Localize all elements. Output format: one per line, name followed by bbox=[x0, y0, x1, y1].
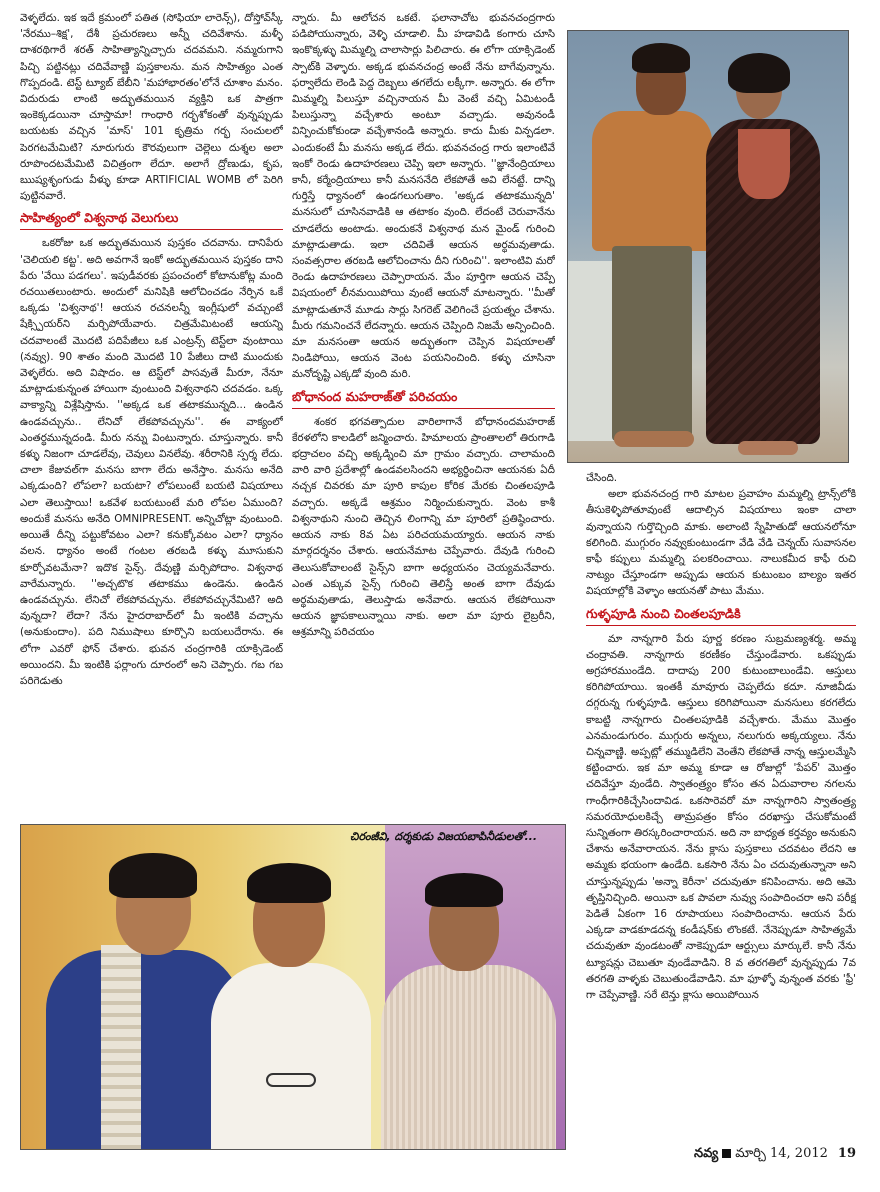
person-2-body bbox=[211, 963, 371, 1150]
magazine-name: నవ్య bbox=[694, 1146, 719, 1161]
spectacles-icon bbox=[266, 1073, 316, 1087]
couple-photo bbox=[567, 30, 849, 463]
article-paragraph: చేసింది. bbox=[586, 472, 618, 484]
woman-feet bbox=[738, 441, 798, 455]
article-paragraph: న్నారు. మీ ఆలోచన ఒకటే. ఫలానాచోట భువనచంద్రగారు పడిపోయున్నారు, వెళ్ళి చూడాలి. మీ హడావిడి కంగారు చూసి ఇంకొక్కళ్ళు మిమ్మల్ని చాలాసార్లు పిలిచారు. ఈ లోగా యాక్సిడెంట్ స్పాట్‌కి వెళ్ళారు. అక్కడ భువనచంద్ర అంటే నేను బాగేవున్నాను. ఫర్వాలేదు లెండి పెద్ద దెబ్బలు తగలేదు లక్కీగా. అన్నారు. ఈ లోగా మిమ్మల్ని పిలుస్తూ వచ్చినాయన మీ వెంటే వచ్చి ఏమిటండీ పిలుస్తున్నా వచ్చేశారు అంటూ వచ్చాడు. అవునండీ విన్పించుకోకుండా వచ్చేశానండి అన్నారు. కాదు మీకు విన్పడలా. ఎందుకంటే మీ మనసు అక్కడ లేదు. భువనచంద్ర గారు ఇలాంటివే ఇంకో రెండు ఉదాహరణలు చెప్పి ఇలా అన్నారు. ''జ్ఞానేంద్రియాలు కానీ, కర్మేంద్రియాలు కానీ మనసనేది లేకపోతే అవి లేనట్టే. దాన్ని గుర్తిస్తే ధ్యానంలో ఉండగలుగుతాం. 'అక్కడ తటాకమున్నది' మనసులో చూసినవాడికి ఆ తటాకం వుంది. లేదంటే చెరువానేను చూడలేదు అంటాడు. అందుకనే విశ్వనాథ మన మైండ్ గురించి మాట్లాడుతాడు. ఇలా చదివితే ఆయన అర్థమవుతాడు. సంవత్సరాల తరబడి ఆలోచించాను దీని గురించి''. ఇలాంటివి మరో రెండు ఉదాహరణలు చెప్పారాయన. మేం పూర్తిగా ఆయన చెప్పే విషయంలో లీనమయిపోయి వుంటే ఆయనో మాటన్నారు. ''మీతో మాట్లాడుతూనే మూడు సార్లు సిగరెట్ వెలిగించే ప్రయత్నం చేశాను. మీరు గమనించనే లేదన్నారు. ఆయన చెప్పింది నిజమే అన్పించింది. మా మనసంతా ఆయన అద్భుతంగా చెప్పిన విషయాలతో నిండిపోయి, ఆయన వెంట పయనించింది. కళ్ళు చూసినా మనోదృష్టి ఎక్కడో వుంది మరి. bbox=[292, 12, 555, 381]
page-footer bbox=[586, 1143, 856, 1165]
person-2-hair bbox=[247, 863, 331, 903]
page-number: 19 bbox=[837, 1146, 856, 1161]
issue-date: మార్చి 14, 2012 bbox=[735, 1146, 828, 1161]
group-photo bbox=[20, 824, 566, 1150]
man-shirt bbox=[592, 111, 712, 251]
person-1-scarf bbox=[101, 945, 141, 1150]
article-column-2 bbox=[292, 10, 555, 822]
section-heading: గుళ్ళపూడి నుంచి చింతలపూడికి bbox=[586, 604, 856, 626]
woman-dress-yoke bbox=[738, 129, 790, 199]
article-paragraph: అలా భువనచంద్ర గారి మాటల ప్రవాహం మమ్మల్ని ట్రాన్స్‌లోకి తీసుకెళ్ళిపోతూవుంటే ఆదాల్సిన విషయాలు ఇంకా చాలా వున్నాయని గుర్తొచ్చింది మాకు. అలాంటి స్నేహితుడో ఆయనలోనూ కలిగింది. ముగ్గురం నవ్వుకుంటుండగా వేడి వేడి చెన్నయ్ సువాసనల కాఫీ కప్పులు మమ్మల్ని పలకరించాయి. నాలుకమీద కాఫీ రుచి నాట్యం చేస్తూండగా అప్పుడు ఆయన కుటుంబం బాల్యం ఇతర విషయాల్లోకి వెళ్ళాం ఆయనతో పాటు మేము. bbox=[586, 488, 856, 598]
man-feet bbox=[614, 431, 694, 447]
article-paragraph: శంకర భగవత్పాదుల వారిలాగానే బోధానందమహరాజ్ కేరళలోని కాలడిలో జన్మించారు. హిమాలయ ప్రాంతాలలో తిరుగాడి భద్రాచలం వచ్చి అక్కడ్నించి మా గ్రామం వచ్చారు. చాలామంది వారి వారి ప్రదేశాల్లో ఉండవలసిందని అభ్యర్థించినా ఆయనకు ఏదీ నచ్చక చివరకు మా పూరి కాపుల కోరిక మేరకు చింతలపూడి వచ్చారు. అక్కడే ఆశ్రమం నిర్మించుకున్నారు. వెంట కాశీ విశ్వనాథుని నుంచి తెచ్చిన లింగాన్ని మా పూరిలో ప్రతిష్ఠించారు. ఆయన నాకు 8వ ఏట పరిచయమయ్యారు. ఆయన నాకు మార్గదర్శనం చేశారు. ఆయనేమాట చెప్పేవారు. దేవుడి గురించి తెలుసుకోవాలంటే సైన్స్‌ని బాగా అధ్యయనం చెయ్యమనేవారు. ఎంత ఎక్కువ సైన్స్ గురించి తెలిస్తే అంత బాగా దేవుడు అర్థమవుతాడు, తెలుస్తాడు అనేవారు. ఆయన లేకపోయినా ఆయన జ్ఞాపకాలున్నాయి నాకు. అలా మా పూరు లైబ్రరీని, ఆశ్రమాన్ని పరిచయం bbox=[292, 415, 555, 639]
person-3-body bbox=[381, 965, 556, 1150]
section-heading: బోధానంద మహరాజ్‌తో పరిచయం bbox=[292, 387, 555, 409]
article-column-1 bbox=[20, 10, 283, 822]
article-paragraph: వెళ్ళలేదు. ఇక ఇదే క్రమంలో పతిత (సోఫియా లారెన్స్), దోస్తోవ్‌స్కీ 'నేరము–శిక్ష', దేశీ ప్రచురణలు అన్నీ చదివేశాను. మళ్ళీ దాశరథిగారే శరత్ సాహిత్యాన్నిచ్చారు చదవమని. నమ్మరుగాని పిచ్చి పట్టినట్లు చదివేవాణ్ణి పుస్తకాలను. మన సాహిత్యం ఎంత గొప్పదండి. టెస్ట్ ట్యూబ్ బేబీని 'మహాభారతం'లోనే చూశాం మనం. విదురుడు లాంటి అద్భుతమయిన వ్యక్తిని ఒక పాత్రగా ఇంకెక్కడయినా చూస్తామా! గాంధారి గర్భశోకంతో వున్నప్పుడు బయటకు వచ్చిన 'మాస్' 101 కృత్రిమ గర్భ సంచులలో పెరగటమేమిటి? నూరుగురు కౌరవులుగా చెల్లెలు దుశ్శల అలా రూపొందటమేమిటి విచిత్రంగా లేదూ. అలాగే ద్రోణుడు, కృప, ఋష్యశృంగుడు వీళ్ళు కూడా ARTIFICIAL WOMB లో పెరిగి పుట్టినవారే. bbox=[20, 12, 283, 203]
article-paragraph: ఒకరోజు ఒక అద్భుతమయిన పుస్తకం చదవాను. దానిపేరు 'చెలియలి కట్ట'. అది అవగానే ఇంకో అద్భుతమయిన పుస్తకం దాని పేరు 'వేయి పడగలు'. ఇపుడీవరకు ప్రపంచంలో కోటానుకోట్ల మంది రచయితలుంటారు. అందులో మనిషికి ఆలోచించడం నేర్పిన ఒకే ఒక్కడు 'విశ్వనాథ'! ఆయన రచనలన్నీ ఇంగ్లీషులో వచ్చుంటే షేక్స్పియర్‌ని మర్చిపోయేవారు. చిత్రమేమిటంటే ఆయన్ని చదవాలంటే మొదటి పదిపేజీలు ఒక ఎంట్రన్స్ టెస్ట్‌లా వుంటాయి (నవ్వు). 90 శాతం మంది మొదటి 10 పేజీలు దాటి ముందుకు వెళ్ళలేరు. అది విషాదం. ఆ టెస్ట్‌లో పాసవుతే మీరూ, నేనూ మాట్లాడుకున్నంత హాయిగా వుంటుంది విశ్వనాథని చదవడం. ఒక్క వాక్యాన్ని విశ్లేషిస్తాను. ''అక్కడ ఒక తటాకమున్నది... ఉండిన ఉండవచ్చును.. లేనిచో లేకపోవచ్చును''. ఈ వాక్యంలో ఎంతర్థమున్నదండి. మీరు నన్ను వింటున్నారు. చూస్తున్నారు. కానీ కళ్ళు నిజంగా చూడలేవు, చెవులు వినలేవు. శరీరానికి స్పర్శ లేదు. చాలా కేజువల్‌గా మనసు బాగా లేదు అనేస్తాం. మనసు అనేది ఎక్కడుంది? లోపలా? బయటా? లోపలుంటే బయటి విషయాలు ఎలా తెలుస్తాయి! ఒకవేళ బయటుంటే మరి లోపల ఏముంది? అందుకే మనసు అనేది OMNIPRESENT. అన్నిచోట్లా వుంటుంది. అయితే దీన్ని పట్టుకోవటం ఎలా? కనుక్కోవటం ఎలా? ధ్యానం వలన. ధ్యానం అంటే గంటల తరబడి కళ్ళు మూసుకుని కూర్చోవటమేనా? ఇదొక సైన్స్. దేవుణ్ణి మర్చిపోదాం. విశ్వనాథ వారేమన్నారు. ''అచ్చటొక తటాకము ఉండెను. ఉండిన ఉండవచ్చును. లేనిచో లేకపోవచ్చును. లేకపోవచ్చునేమిటి? అది వున్నదా? లేదా? నేను హైదరాబాద్‌లో మీ ఇంటికి వచ్చాను (అనుకుందాం). పది నిముషాలు కూర్చొని బయలుదేరాను. ఈ లోగా ఎవరో ఫోన్ చేశారు. భువన చంద్రగారికి యాక్సిడెంట్ అయిందని. మీ ఇంటికి ఫర్లాంగు దూరంలో అని చెప్పారు. గబ గబ పరిగెడుతు bbox=[20, 237, 283, 687]
article-column-3 bbox=[586, 470, 856, 1160]
photo-caption: చిరంజీవి, దర్శకుడు విజయబాపినీడులతో... bbox=[350, 830, 537, 843]
person-1-hair bbox=[109, 853, 197, 898]
man-hair bbox=[632, 43, 690, 73]
square-bullet-icon bbox=[722, 1149, 731, 1158]
person-3-hair bbox=[425, 873, 503, 907]
article-paragraph: మా నాన్నగారి పేరు పూర్ణ కరణం సుబ్రమణ్యశర్మ. అమ్మ చంద్రావతి. నాన్నగారు కరణీకం చేస్తుండేవారు. ఒకప్పుడు అగ్రహారముండేది. దాదాపు 200 కుటుంబాలుండేవి. ఆస్తులు కరిగిపోయాయి. ఇంతకీ మావూరు చెప్పలేదు కదూ. నూజివీడు దగ్గరున్న గుళ్ళపూడి. ఆస్తులు కరిగిపోయినా మనసులు కరగలేదు కాబట్టి నాన్నగారు చింతలపూడికి వచ్చేశారు. మేము మొత్తం ఎనమండుగురం. ముగ్గురు అన్నలు, నలుగురు అక్కయ్యలు. నేను చిన్నవాణ్ణి. అప్పట్లో తమ్ముడిలేని వెంతేని లేకపోతే నాన్న ఆస్తులమ్మేసి కట్టించారు. ఇక మా అమ్మ కూడా ఆ రోజుల్లో 'పేపర్' మొత్తం చదివేస్తూ వుండేది. స్వాతంత్ర్యం కోసం తన ఏదువారాల నగలను గాంధీగారికిచ్చేసిందావిడ. ఒకసారెవరో మా నాన్నగారిని స్వాతంత్ర్య సమరయోధులకిచ్చే తామ్రపత్రం కోసం దరఖాస్తు చేసుకోమంటే సున్నితంగా తిరస్కరించారాయన. అది నా బాధ్యత కర్తవ్యం అనుకుని చేశాను అనేవారాయన. నేను క్లాసు పుస్తకాలు చదవటం లేదని ఆ అమ్మకు భయంగా ఉండేది. ఒకసారి నేను ఏం చదువుతున్నానా అని చూస్తున్నప్పుడు 'అన్నా కెరీనా' చదువుతూ కనిపించాను. అది ఆమె తృప్తినిచ్చింది. అయినా ఒక పావలా నువ్వు సంపాదించరా అని పరీక్ష పెడితే ఏకంగా 16 రూపాయలు సంపాదించాను. ఆయన పేరు ఎక్కడా వాడకూడదన్న కండీషన్‌కు లొంకటే. నేనెప్పుడూ సాహిత్యమే చదువుతూ వుండటంతో నాకెప్పుడూ ఆర్ట్సులు మార్కులే. కానీ నేను ట్యూషన్లు చెబుతూ వుండేవాడిని. 8 వ తరగతిలో వున్నప్పుడు 7వ తరగతి వాళ్ళకు చెబుతుండేవాడిని. మా ఫూళ్ళో వున్నంత వరకు 'ఫ్రీ' గా చెప్పేవాణ్ణి. సరే టెన్తు క్లాసు అయిపోయిన bbox=[586, 632, 856, 1002]
woman-hair bbox=[728, 53, 790, 93]
section-heading: సాహిత్యంలో విశ్వనాథ వెలుగులు bbox=[20, 208, 283, 230]
man-trousers bbox=[612, 246, 692, 441]
